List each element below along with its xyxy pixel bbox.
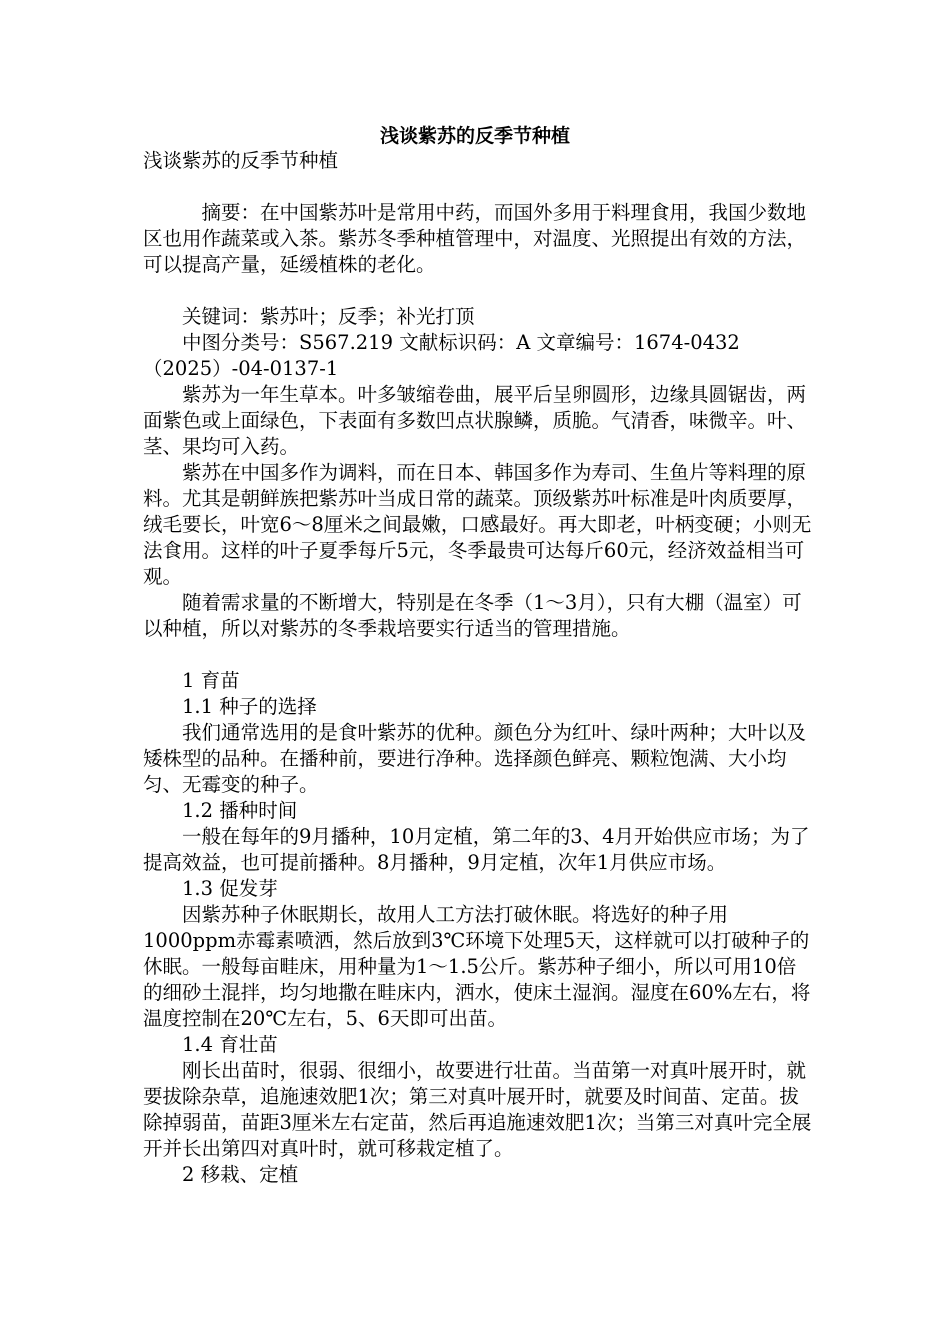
paragraph: 我们通常选用的是食叶紫苏的优种。颜色分为红叶、绿叶两种；大叶以及矮株型的品种。在播种前，要进行净种。选择颜色鲜亮、颗粒饱满、大小均匀、无霉变的种子。 (143, 721, 807, 796)
paragraph: 刚长出苗时，很弱、很细小，故要进行壮苗。当苗第一对真叶展开时，就要拔除杂草，追施速效肥1次；第三对真叶展开时，就要及时间苗、定苗。拔除掉弱苗，苗距3厘米左右定苗，然后再追施速效肥1次；当第三对真叶完全展开并长出第四对真叶时，就可移栽定植了。 (143, 1059, 812, 1160)
abstract: 摘要：在中国紫苏叶是常用中药，而国外多用于料理食用，我国少数地区也用作蔬菜或入茶。紫苏冬季种植管理中，对温度、光照提出有效的方法，可以提高产量，延缓植株的老化。 (143, 201, 807, 276)
intro-paragraph: 紫苏在中国多作为调料，而在日本、韩国多作为寿司、生鱼片等料理的原料。尤其是朝鲜族把紫苏叶当成日常的蔬菜。顶级紫苏叶标准是叶肉质要厚，绒毛要长，叶宽6～8厘米之间最嫩，口感最好。再大即老，叶柄变硬；小则无法食用。这样的叶子夏季每斤5元，冬季最贵可达每斤60元，经济效益相当可观。 (143, 461, 812, 588)
subsection-heading: 1.2 播种时间 (182, 799, 298, 822)
article-body (143, 148, 813, 1188)
intro-paragraph: 紫苏为一年生草本。叶多皱缩卷曲，展平后呈卵圆形，边缘具圆锯齿，两面紫色或上面绿色，下表面有多数凹点状腺鳞，质脆。气清香，味微辛。叶、茎、果均可入药。 (143, 383, 807, 458)
intro-paragraph: 随着需求量的不断增大，特别是在冬季（1～3月），只有大棚（温室）可以种植，所以对紫苏的冬季栽培要实行适当的管理措施。 (143, 591, 802, 640)
spacer (143, 642, 813, 668)
keywords: 关键词：紫苏叶；反季；补光打顶 (182, 305, 475, 328)
paragraph: 一般在每年的9月播种，10月定植，第二年的3、4月开始供应市场；为了提高效益，也可提前播种。8月播种，9月定植，次年1月供应市场。 (143, 825, 810, 874)
page-title: 浅谈紫苏的反季节种植 (379, 125, 570, 147)
spacer (143, 278, 813, 304)
paragraph: 因紫苏种子休眠期长，故用人工方法打破休眠。将选好的种子用1000ppm赤霉素喷洒，然后放到3℃环境下处理5天，这样就可以打破种子的休眠。一般每亩畦床，用种量为1～1.5公斤。紫苏种子细小，所以可用10倍的细砂土混拌，均匀地撒在畦床内，洒水，使床土湿润。湿度在60%左右，将温度控制在20℃左右，5、6天即可出苗。 (143, 903, 811, 1030)
section-heading: 1 育苗 (182, 669, 240, 692)
spacer (143, 174, 813, 200)
section-heading: 2 移栽、定植 (182, 1163, 299, 1186)
classification-info: 中图分类号：S567.219 文献标识码：A 文章编号：1674-0432（2025）-04-0137-1 (143, 331, 740, 380)
subsection-heading: 1.3 促发芽 (182, 877, 278, 900)
article-subtitle: 浅谈紫苏的反季节种植 (143, 149, 339, 172)
subsection-heading: 1.1 种子的选择 (182, 695, 317, 718)
subsection-heading: 1.4 育壮苗 (182, 1033, 278, 1056)
